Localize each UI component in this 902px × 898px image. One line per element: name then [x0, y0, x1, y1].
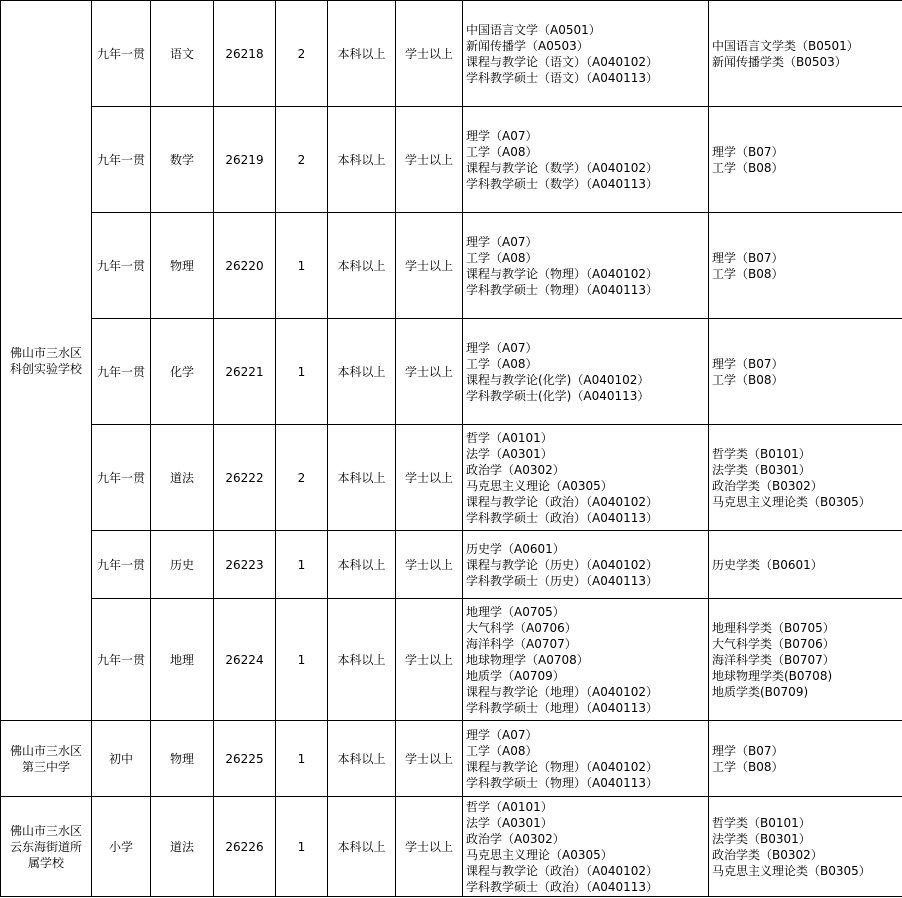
- segment-cell: 九年一贯: [92, 213, 151, 319]
- major-item: 法学类（B0301）: [712, 831, 811, 846]
- education-cell: 本科以上: [328, 1, 396, 107]
- major-item: 法学（A0301）: [466, 446, 553, 461]
- undergrad-majors-cell: [709, 213, 902, 319]
- subject-cell: 物理: [151, 213, 214, 319]
- position-code-cell: 26220: [214, 213, 276, 319]
- education-cell: 本科以上: [328, 107, 396, 213]
- grad-majors-cell: [463, 721, 709, 797]
- major-item: 课程与教学论（语文）（A040102）: [466, 54, 659, 69]
- major-item: 哲学（A0101）: [466, 799, 553, 814]
- table-row: [1, 599, 902, 721]
- position-code-cell: 26223: [214, 531, 276, 599]
- major-item: 学科教学硕士（数学）（A040113）: [466, 176, 659, 191]
- undergrad-majors-cell: [709, 599, 902, 721]
- unit-cell: [1, 1, 92, 721]
- major-item: 理学（A07）: [466, 234, 538, 249]
- major-item: 工学（A08）: [466, 743, 538, 758]
- grad-majors-cell: [463, 531, 709, 599]
- table-row: [1, 797, 902, 897]
- major-item: 地理学（A0705）: [466, 604, 565, 619]
- unit-name-line: 第三中学: [21, 759, 70, 774]
- degree-cell: 学士以上: [396, 213, 463, 319]
- undergrad-majors-cell: [709, 1, 902, 107]
- major-item: 学科教学硕士（物理）（A040113）: [466, 775, 659, 790]
- major-item: 学科教学硕士(化学)（A040113）: [466, 388, 650, 403]
- major-item: 课程与教学论(化学)（A040102）: [466, 372, 650, 387]
- unit-name-line: 云东海街道所: [9, 839, 82, 854]
- major-item: 政治学（A0302）: [466, 462, 565, 477]
- major-item: 地质学类(B0709): [712, 684, 809, 699]
- major-item: 政治学类（B0302）: [712, 478, 823, 493]
- major-item: 理学（A07）: [466, 727, 538, 742]
- degree-cell: 学士以上: [396, 1, 463, 107]
- major-item: 哲学类（B0101）: [712, 446, 811, 461]
- major-item: 理学（B07）: [712, 144, 784, 159]
- major-item: 课程与教学论（物理）（A040102）: [466, 759, 659, 774]
- education-cell: 本科以上: [328, 599, 396, 721]
- table-row: [1, 1, 902, 107]
- undergrad-majors-cell: [709, 531, 902, 599]
- major-item: 学科教学硕士（政治）（A040113）: [466, 510, 659, 525]
- education-cell: 本科以上: [328, 797, 396, 897]
- major-item: 课程与教学论（地理）（A040102）: [466, 684, 659, 699]
- grad-majors-cell: [463, 213, 709, 319]
- unit-cell: [1, 721, 92, 797]
- major-item: 工学（A08）: [466, 250, 538, 265]
- headcount-cell: 1: [276, 319, 328, 425]
- major-item: 学科教学硕士（历史）（A040113）: [466, 573, 659, 588]
- subject-cell: 物理: [151, 721, 214, 797]
- grad-majors-cell: [463, 797, 709, 897]
- segment-cell: 九年一贯: [92, 1, 151, 107]
- undergrad-majors-cell: [709, 797, 902, 897]
- major-item: 政治学（A0302）: [466, 831, 565, 846]
- subject-cell: 道法: [151, 797, 214, 897]
- unit-name-line: 佛山市三水区: [9, 743, 82, 758]
- table-row: [1, 213, 902, 319]
- major-item: 地球物理学（A0708）: [466, 652, 589, 667]
- major-item: 课程与教学论（历史）（A040102）: [466, 557, 659, 572]
- major-item: 理学（B07）: [712, 250, 784, 265]
- segment-cell: 九年一贯: [92, 425, 151, 531]
- grad-majors-cell: [463, 1, 709, 107]
- major-item: 工学（A08）: [466, 356, 538, 371]
- undergrad-majors-cell: [709, 319, 902, 425]
- segment-cell: 九年一贯: [92, 531, 151, 599]
- degree-cell: 学士以上: [396, 319, 463, 425]
- major-item: 地质学（A0709）: [466, 668, 565, 683]
- undergrad-majors-cell: [709, 425, 902, 531]
- major-item: 地球物理学类(B0708): [712, 668, 833, 683]
- major-item: 课程与教学论（政治）（A040102）: [466, 494, 659, 509]
- major-item: 理学（B07）: [712, 356, 784, 371]
- major-item: 海洋科学（A0707）: [466, 636, 577, 651]
- major-item: 中国语言文学（A0501）: [466, 22, 601, 37]
- major-item: 课程与教学论（政治）（A040102）: [466, 863, 659, 878]
- major-item: 历史学类（B0601）: [712, 557, 823, 572]
- major-item: 中国语言文学类（B0501）: [712, 38, 859, 53]
- major-item: 工学（B08）: [712, 160, 784, 175]
- unit-name-line: 佛山市三水区: [9, 823, 82, 838]
- segment-cell: 九年一贯: [92, 319, 151, 425]
- unit-name-line: 佛山市三水区: [9, 345, 82, 360]
- major-item: 新闻传播学（A0503）: [466, 38, 589, 53]
- segment-cell: 初中: [92, 721, 151, 797]
- major-item: 学科教学硕士（地理）（A040113）: [466, 700, 659, 715]
- education-cell: 本科以上: [328, 425, 396, 531]
- degree-cell: 学士以上: [396, 721, 463, 797]
- undergrad-majors-cell: [709, 107, 902, 213]
- major-item: 大气科学（A0706）: [466, 620, 577, 635]
- grad-majors-cell: [463, 425, 709, 531]
- degree-cell: 学士以上: [396, 107, 463, 213]
- subject-cell: 语文: [151, 1, 214, 107]
- subject-cell: 道法: [151, 425, 214, 531]
- major-item: 学科教学硕士（政治）（A040113）: [466, 879, 659, 894]
- headcount-cell: 1: [276, 721, 328, 797]
- major-item: 理学（B07）: [712, 743, 784, 758]
- education-cell: 本科以上: [328, 213, 396, 319]
- major-item: 工学（B08）: [712, 372, 784, 387]
- major-item: 工学（B08）: [712, 759, 784, 774]
- undergrad-majors-cell: [709, 721, 902, 797]
- major-item: 法学（A0301）: [466, 815, 553, 830]
- degree-cell: 学士以上: [396, 425, 463, 531]
- major-item: 法学类（B0301）: [712, 462, 811, 477]
- major-item: 工学（A08）: [466, 144, 538, 159]
- segment-cell: 九年一贯: [92, 599, 151, 721]
- degree-cell: 学士以上: [396, 797, 463, 897]
- table-row: [1, 107, 902, 213]
- degree-cell: 学士以上: [396, 599, 463, 721]
- position-code-cell: 26221: [214, 319, 276, 425]
- major-item: 哲学（A0101）: [466, 430, 553, 445]
- grad-majors-cell: [463, 319, 709, 425]
- major-item: 工学（B08）: [712, 266, 784, 281]
- table-row: [1, 531, 902, 599]
- subject-cell: 地理: [151, 599, 214, 721]
- major-item: 政治学类（B0302）: [712, 847, 823, 862]
- major-item: 历史学（A0601）: [466, 541, 565, 556]
- segment-cell: 小学: [92, 797, 151, 897]
- education-cell: 本科以上: [328, 531, 396, 599]
- major-item: 理学（A07）: [466, 128, 538, 143]
- unit-name-line: 属学校: [27, 855, 64, 870]
- major-item: 地理科学类（B0705）: [712, 620, 835, 635]
- major-item: 课程与教学论（物理）（A040102）: [466, 266, 659, 281]
- education-cell: 本科以上: [328, 721, 396, 797]
- subject-cell: 历史: [151, 531, 214, 599]
- degree-cell: 学士以上: [396, 531, 463, 599]
- major-item: 课程与教学论（数学）（A040102）: [466, 160, 659, 175]
- major-item: 学科教学硕士（语文）（A040113）: [466, 70, 659, 85]
- grad-majors-cell: [463, 599, 709, 721]
- headcount-cell: 1: [276, 599, 328, 721]
- position-code-cell: 26225: [214, 721, 276, 797]
- headcount-cell: 1: [276, 797, 328, 897]
- table-row: [1, 319, 902, 425]
- major-item: 大气科学类（B0706）: [712, 636, 835, 651]
- position-code-cell: 26219: [214, 107, 276, 213]
- major-item: 马克思主义理论（A0305）: [466, 478, 613, 493]
- table-row: [1, 721, 902, 797]
- position-code-cell: 26226: [214, 797, 276, 897]
- major-item: 新闻传播学类（B0503）: [712, 54, 847, 69]
- major-item: 马克思主义理论（A0305）: [466, 847, 613, 862]
- headcount-cell: 2: [276, 107, 328, 213]
- position-code-cell: 26218: [214, 1, 276, 107]
- subject-cell: 化学: [151, 319, 214, 425]
- education-cell: 本科以上: [328, 319, 396, 425]
- major-item: 哲学类（B0101）: [712, 815, 811, 830]
- subject-cell: 数学: [151, 107, 214, 213]
- major-item: 理学（A07）: [466, 340, 538, 355]
- unit-cell: [1, 797, 92, 897]
- headcount-cell: 2: [276, 425, 328, 531]
- major-item: 马克思主义理论类（B0305）: [712, 494, 871, 509]
- grad-majors-cell: [463, 107, 709, 213]
- unit-name-line: 科创实验学校: [9, 361, 82, 376]
- table-row: [1, 425, 902, 531]
- headcount-cell: 1: [276, 531, 328, 599]
- position-code-cell: 26224: [214, 599, 276, 721]
- headcount-cell: 2: [276, 1, 328, 107]
- headcount-cell: 1: [276, 213, 328, 319]
- major-item: 马克思主义理论类（B0305）: [712, 863, 871, 878]
- major-item: 海洋科学类（B0707）: [712, 652, 835, 667]
- position-code-cell: 26222: [214, 425, 276, 531]
- segment-cell: 九年一贯: [92, 107, 151, 213]
- major-item: 学科教学硕士（物理）（A040113）: [466, 282, 659, 297]
